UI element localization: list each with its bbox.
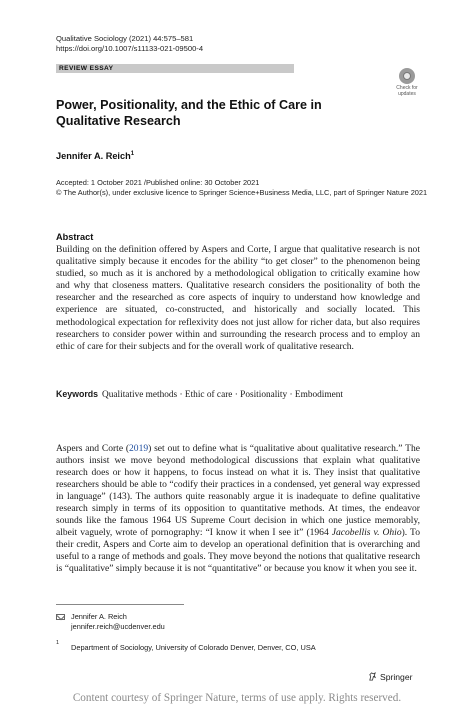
correspondence-email[interactable]: jennifer.reich@ucdenver.edu (71, 622, 165, 631)
section-bar (56, 64, 294, 73)
footnote-divider (56, 604, 184, 605)
keywords-line (56, 389, 420, 400)
author-line (56, 151, 134, 161)
keywords-list: Qualitative methods · Ethic of care · Positionality · Embodiment (102, 390, 343, 400)
citation-link[interactable]: 2019 (129, 443, 149, 454)
body-text-part3: ). To their credit, Aspers and Corte aim to develop an operational definition that is overarching and useful to a range of methods and goals. They move beyond the notions that qualitative research is “qualitative” simply because it is not “quantitative” or because you know it when you see it. (56, 527, 420, 575)
abstract-text: Building on the definition offered by Aspers and Corte, I argue that qualitative research is not qualitative simply because it encodes for the ability “to get closer” to the phenomenon being studied, so much as it is anchored by a methodological obligation to critically examine how and why that closeness matters. Qualitative research considers the positionality of both the researcher and the researched as core aspects of inquiry to understand how knowledge and experience are situated, co-constructed, and historically and socially located. This methodological expectation for reflexivity does not just allow for richer data, but also requires researchers to consider power within and surrounding the research process and to employ an ethic of care for their subjects and for the overall work of qualitative research. (56, 244, 420, 352)
envelope-icon (56, 614, 65, 620)
body-text-part1: Aspers and Corte ( (56, 443, 130, 454)
doi-link[interactable]: https://doi.org/10.1007/s11133-021-09500-4 (56, 44, 204, 53)
springer-horse-icon (368, 672, 377, 681)
publisher-name: Springer (380, 672, 413, 682)
abstract-heading: Abstract (56, 232, 94, 242)
case-name: Jacobellis v. Ohio (331, 527, 402, 539)
affiliation-text: Department of Sociology, University of Colorado Denver, Denver, CO, USA (71, 643, 316, 652)
check-updates-label: Check for updates (396, 85, 418, 97)
check-for-updates-badge[interactable] (392, 68, 422, 100)
affiliation-number: 1 (56, 640, 60, 646)
publisher-logo (368, 672, 412, 682)
copyright-notice: © The Author(s), under exclusive licence to Springer Science+Business Media, LLC, part of Springer Nature 2021 (56, 188, 428, 197)
correspondence-name: Jennifer A. Reich (71, 612, 127, 621)
keywords-label: Keywords (56, 389, 99, 399)
body-text-part2: ) set out to define what is “qualitative about qualitative research.” The authors insist we move beyond methodological discussions that explain what qualitative research does or how it happens, to focus instead on what it is. They insist that qualitative researchers should be able to “codify their practices in a condensed, yet general way expressed in language” (143). The authors quite reasonably argue it is inadequate to define qualitative research simply in terms of its opposition to quantitative methods. At times, the endeavor sounds like the famous 1964 US Supreme Court decision in which one justice memorably, albeit vaguely, wrote of pornography: “I know it when I see it” (1964 (56, 443, 420, 539)
author-name: Jennifer A. Reich (56, 151, 131, 162)
publication-dates: Accepted: 1 October 2021 /Published online: 30 October 2021 (56, 178, 260, 187)
author-affiliation-marker: 1 (130, 151, 135, 157)
article-title: Power, Positionality, and the Ethic of Care in Qualitative Research (56, 98, 322, 128)
publication-info (56, 178, 436, 198)
courtesy-footer: Content courtesy of Springer Nature, terms of use apply. Rights reserved. (72, 692, 402, 704)
check-updates-icon (399, 68, 415, 84)
section-label: REVIEW ESSAY (59, 65, 114, 72)
body-paragraph (56, 443, 420, 576)
journal-volume-line: Qualitative Sociology (2021) 44:575–581 (56, 34, 194, 43)
journal-citation (56, 34, 203, 54)
